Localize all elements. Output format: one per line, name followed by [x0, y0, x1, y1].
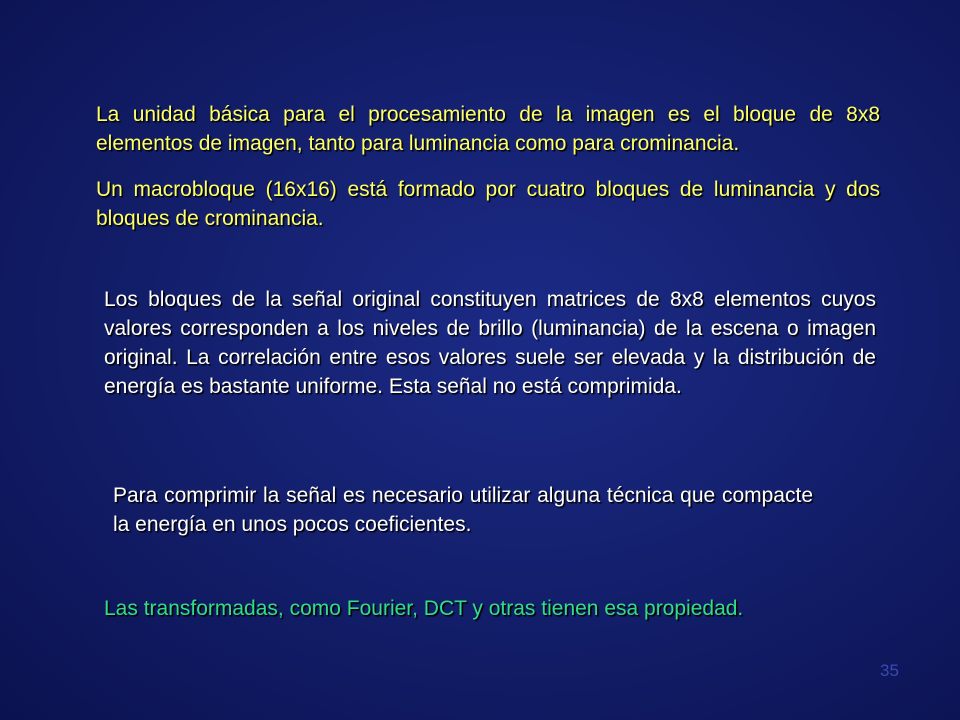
paragraph-macroblock: Un macrobloque (16x16) está formado por cuatro bloques de luminancia y dos bloques de crominancia.	[96, 178, 880, 230]
paragraph-transforms: Las transformadas, como Fourier, DCT y otras tienen esa propiedad.	[104, 597, 744, 620]
paragraph-compression-technique: Para comprimir la señal es necesario utilizar alguna técnica que compacte la energía en unos pocos coeficientes.	[113, 484, 813, 536]
paragraph-original-signal-blocks: Los bloques de la señal original constituyen matrices de 8x8 elementos cuyos valores corresponden a los niveles de brillo (luminancia) de la escena o imagen original. La correlación entre esos valores suele ser elevada y la distribución de energía es bastante uniforme. Esta señal no está comprimida.	[104, 288, 876, 398]
page-number: 35	[880, 661, 899, 680]
paragraph-basic-unit: La unidad básica para el procesamiento de la imagen es el bloque de 8x8 elementos de imagen, tanto para luminancia como para crominancia.	[96, 103, 880, 155]
